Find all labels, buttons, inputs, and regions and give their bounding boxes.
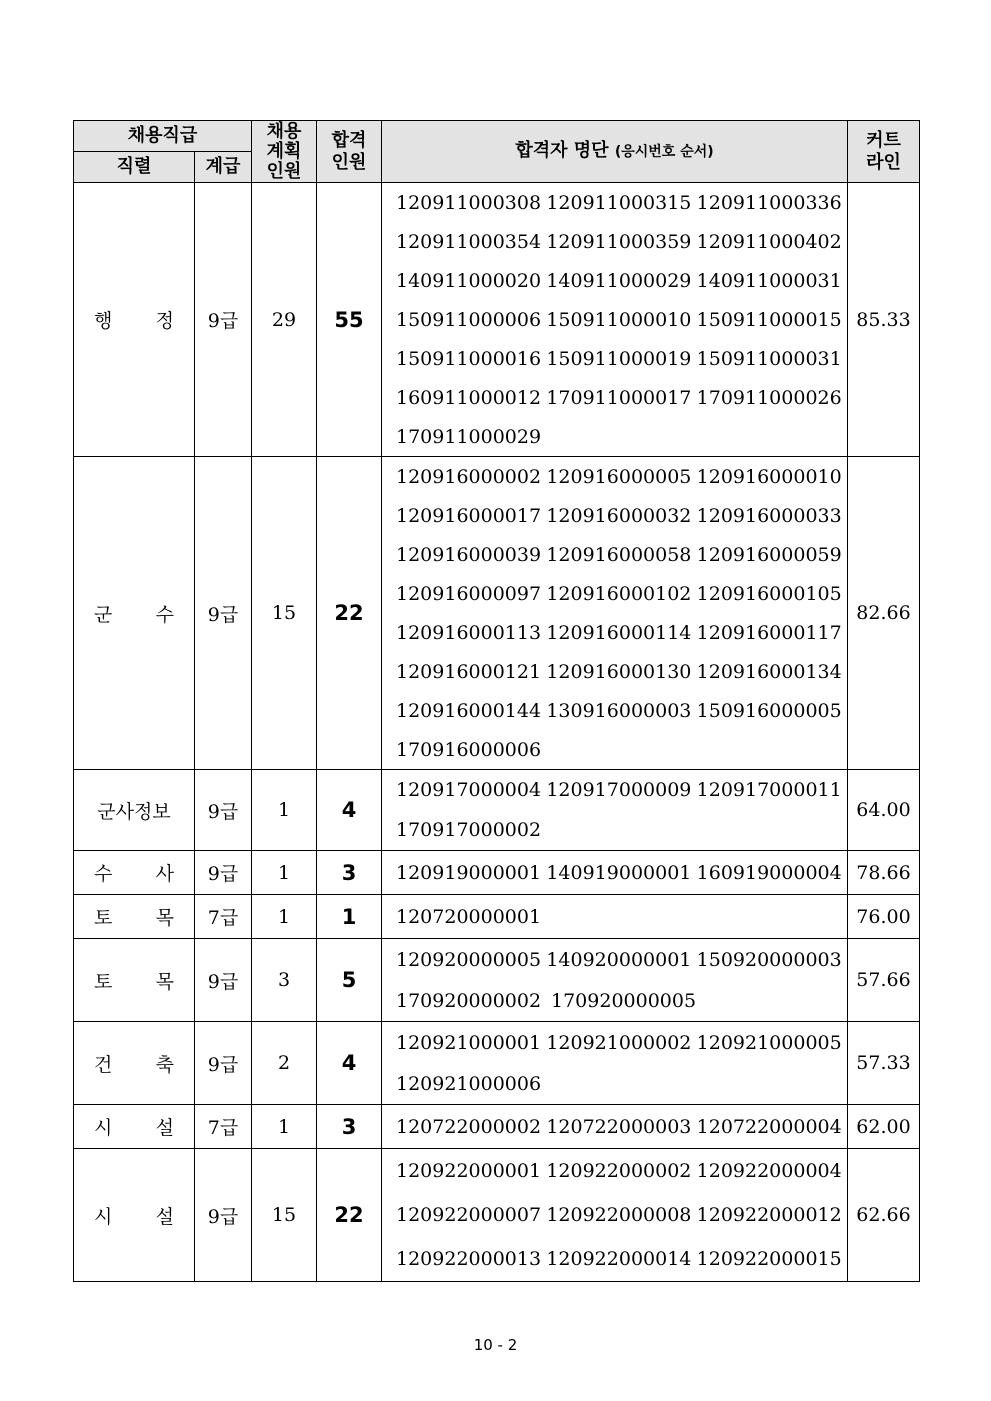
passed-cell: 22 (317, 1149, 382, 1282)
applicant-number: 170911000017 (546, 386, 692, 409)
applicant-number: 120911000336 (696, 191, 842, 214)
series-char: 건 (94, 1053, 113, 1076)
applicant-number: 120922000013 (396, 1248, 542, 1270)
series-cell (74, 1105, 195, 1149)
cutoff-cell: 62.00 (848, 1105, 920, 1149)
applicant-number: 120922000015 (696, 1248, 842, 1270)
applicant-numbers-cell (382, 1149, 848, 1282)
grade-cell: 7급 (195, 1105, 252, 1149)
applicant-number: 120911000308 (396, 191, 542, 214)
applicant-number: 150911000019 (546, 347, 692, 370)
table-row (74, 895, 920, 939)
table-header (74, 121, 920, 183)
applicant-number: 140911000020 (396, 269, 542, 292)
applicant-number: 130916000003 (546, 699, 692, 722)
applicant-number: 150920000003 (696, 948, 842, 971)
applicant-numbers-cell (382, 457, 848, 770)
applicant-number: 120921000005 (696, 1031, 842, 1054)
applicant-number: 120921000001 (396, 1031, 542, 1054)
planned-cell: 15 (252, 457, 317, 770)
applicant-number: 120916000121 (396, 660, 542, 683)
applicant-number: 150911000006 (396, 308, 542, 331)
applicant-number: 120916000105 (696, 582, 842, 605)
passed-cell: 4 (317, 1022, 382, 1105)
grade-cell: 9급 (195, 457, 252, 770)
series-char: 설 (155, 1117, 174, 1139)
applicant-number: 120916000144 (396, 699, 542, 722)
applicant-number: 120921000006 (396, 1072, 542, 1095)
cutoff-cell: 64.00 (848, 770, 920, 851)
list-note: (응시번호 순서) (614, 144, 714, 160)
applicant-number: 150911000016 (396, 347, 542, 370)
table-row (74, 1149, 920, 1282)
applicant-number: 160911000012 (396, 386, 542, 409)
cutoff-cell: 82.66 (848, 457, 920, 770)
applicant-number: 120916000114 (546, 621, 692, 644)
series-char: 수 (155, 603, 174, 626)
applicant-number: 120916000130 (546, 660, 692, 683)
applicant-number: 120916000058 (546, 543, 692, 566)
planned-cell: 1 (252, 1105, 317, 1149)
passed-cell: 4 (317, 770, 382, 851)
applicant-number: 120917000011 (696, 779, 842, 801)
applicant-number-line (396, 1022, 847, 1063)
passed-cell: 55 (317, 183, 382, 457)
passed-cell: 22 (317, 457, 382, 770)
applicant-number: 120916000134 (696, 660, 842, 683)
series-char: 수 (94, 863, 113, 885)
applicant-number-line (396, 1193, 847, 1237)
applicant-number: 120911000354 (396, 230, 542, 253)
position-group-header: 채용직급 (74, 121, 252, 152)
applicant-number: 120916000032 (546, 504, 692, 527)
planned-cell: 1 (252, 895, 317, 939)
applicant-number-line (396, 652, 847, 691)
applicant-numbers-cell (382, 851, 848, 895)
applicant-number: 120720000001 (396, 905, 542, 928)
applicant-number: 120916000117 (696, 621, 842, 644)
applicant-number: 140911000029 (546, 269, 692, 292)
applicant-number: 120917000004 (396, 779, 542, 801)
page-number: 10 - 2 (473, 1336, 518, 1354)
list-title: 합격자 명단 (515, 140, 609, 161)
results-table (73, 120, 920, 1282)
series-cell (74, 770, 195, 851)
applicant-number-line (396, 339, 847, 378)
table-row (74, 851, 920, 895)
applicant-number-line (396, 730, 847, 769)
planned-cell: 1 (252, 770, 317, 851)
series-cell (74, 895, 195, 939)
applicant-number-line (396, 770, 847, 810)
series-char: 목 (155, 907, 174, 929)
series-cell (74, 457, 195, 770)
applicant-number: 120916000097 (396, 582, 542, 605)
series-cell (74, 1149, 195, 1282)
applicant-number: 120920000005 (396, 948, 542, 971)
passed-cell: 5 (317, 939, 382, 1022)
applicant-numbers-cell (382, 895, 848, 939)
applicant-number: 170920000002 (396, 989, 542, 1012)
table-body (74, 183, 920, 1282)
applicant-numbers-cell (382, 939, 848, 1022)
applicant-number-line (396, 691, 847, 730)
grade-header: 계급 (195, 152, 252, 183)
series-char: 축 (155, 1053, 174, 1076)
grade-cell: 9급 (195, 939, 252, 1022)
applicant-number: 120916000005 (546, 465, 692, 488)
series-char: 목 (155, 970, 174, 993)
applicant-number: 150916000005 (696, 699, 842, 722)
grade-cell: 7급 (195, 895, 252, 939)
applicant-number: 120922000001 (396, 1160, 542, 1182)
series-char: 시 (94, 1205, 113, 1228)
applicant-number: 120916000002 (396, 465, 542, 488)
series-char: 토 (94, 907, 113, 929)
applicant-number: 140911000031 (696, 269, 842, 292)
applicant-number-line (396, 1105, 847, 1148)
applicant-number: 120911000402 (696, 230, 842, 253)
applicant-number: 120922000007 (396, 1204, 542, 1226)
series-char: 사 (155, 863, 174, 885)
applicant-number-line (396, 613, 847, 652)
passed-cell: 1 (317, 895, 382, 939)
series-cell (74, 939, 195, 1022)
list-header (382, 121, 848, 183)
applicant-number: 120916000059 (696, 543, 842, 566)
applicant-number-line (396, 939, 847, 980)
applicant-number-line (396, 496, 847, 535)
series-cell (74, 851, 195, 895)
table-row (74, 183, 920, 457)
applicant-numbers-cell (382, 183, 848, 457)
series-char: 행 (94, 310, 113, 332)
cutoff-header: 커트 라인 (848, 121, 920, 183)
applicant-number: 120722000003 (546, 1115, 692, 1138)
applicant-number: 120722000002 (396, 1115, 542, 1138)
series-char: 토 (94, 970, 113, 993)
applicant-number: 120922000004 (696, 1160, 842, 1182)
cutoff-cell: 78.66 (848, 851, 920, 895)
passed-cell: 3 (317, 1105, 382, 1149)
applicant-number: 120917000009 (546, 779, 692, 801)
applicant-number-line (396, 1149, 847, 1193)
applicant-number: 170917000002 (396, 819, 542, 841)
planned-cell: 15 (252, 1149, 317, 1282)
applicant-number: 120916000113 (396, 621, 542, 644)
applicant-number: 120922000002 (546, 1160, 692, 1182)
cutoff-cell: 57.33 (848, 1022, 920, 1105)
table-row (74, 1022, 920, 1105)
applicant-number: 120916000102 (546, 582, 692, 605)
applicant-number: 120722000004 (696, 1115, 842, 1138)
applicant-number: 140920000001 (546, 948, 692, 971)
applicant-number: 170911000026 (696, 386, 842, 409)
series-char: 군사정보 (97, 800, 171, 823)
table-row (74, 1105, 920, 1149)
applicant-number-line (396, 457, 847, 496)
applicant-number: 160919000004 (696, 861, 842, 884)
applicant-number: 150911000010 (546, 308, 692, 331)
applicant-number-line (396, 300, 847, 339)
grade-cell: 9급 (195, 1022, 252, 1105)
applicant-number-line (396, 222, 847, 261)
grade-cell: 9급 (195, 1149, 252, 1282)
grade-cell: 9급 (195, 851, 252, 895)
applicant-number: 120911000315 (546, 191, 692, 214)
applicant-number: 120916000017 (396, 504, 542, 527)
applicant-number: 150911000031 (696, 347, 842, 370)
applicant-number: 120911000359 (546, 230, 692, 253)
applicant-number: 140919000001 (546, 861, 692, 884)
cutoff-cell: 76.00 (848, 895, 920, 939)
applicant-number: 120919000001 (396, 861, 542, 884)
applicant-numbers-cell (382, 1105, 848, 1149)
planned-cell: 29 (252, 183, 317, 457)
applicant-number-line (396, 417, 847, 456)
planned-cell: 1 (252, 851, 317, 895)
applicant-number-line (396, 183, 847, 222)
applicant-number: 120922000008 (546, 1204, 692, 1226)
cutoff-cell: 57.66 (848, 939, 920, 1022)
series-cell (74, 1022, 195, 1105)
table-row (74, 457, 920, 770)
applicant-number-line (396, 810, 847, 850)
applicant-number: 170916000006 (396, 738, 542, 761)
cutoff-cell: 85.33 (848, 183, 920, 457)
grade-cell: 9급 (195, 770, 252, 851)
series-char: 시 (94, 1117, 113, 1139)
planned-cell: 2 (252, 1022, 317, 1105)
applicant-numbers-cell (382, 1022, 848, 1105)
applicant-number: 170911000029 (396, 425, 542, 448)
applicant-number: 120921000002 (546, 1031, 692, 1054)
applicant-number: 120922000014 (546, 1248, 692, 1270)
planned-cell: 3 (252, 939, 317, 1022)
series-char: 정 (155, 310, 174, 332)
applicant-numbers-cell (382, 770, 848, 851)
applicant-number: 120922000012 (696, 1204, 842, 1226)
applicant-number: 170920000005 (551, 989, 697, 1012)
grade-cell: 9급 (195, 183, 252, 457)
applicant-number-line (396, 980, 847, 1021)
applicant-number-line (396, 574, 847, 613)
passed-cell: 3 (317, 851, 382, 895)
applicant-number-line (396, 378, 847, 417)
applicant-number: 120916000010 (696, 465, 842, 488)
table-row (74, 770, 920, 851)
table-row (74, 939, 920, 1022)
series-cell (74, 183, 195, 457)
applicant-number-line (396, 851, 847, 894)
applicant-number: 150911000015 (696, 308, 842, 331)
planned-header: 채용 계획 인원 (252, 121, 317, 183)
series-header: 직렬 (74, 152, 195, 183)
applicant-number: 120916000033 (696, 504, 842, 527)
applicant-number: 120916000039 (396, 543, 542, 566)
applicant-number-line (396, 895, 847, 938)
applicant-number-line (396, 535, 847, 574)
series-char: 군 (94, 603, 113, 626)
passed-header: 합격 인원 (317, 121, 382, 183)
applicant-number-line (396, 261, 847, 300)
applicant-number-line (396, 1237, 847, 1281)
series-char: 설 (155, 1205, 174, 1228)
applicant-number-line (396, 1063, 847, 1104)
cutoff-cell: 62.66 (848, 1149, 920, 1282)
